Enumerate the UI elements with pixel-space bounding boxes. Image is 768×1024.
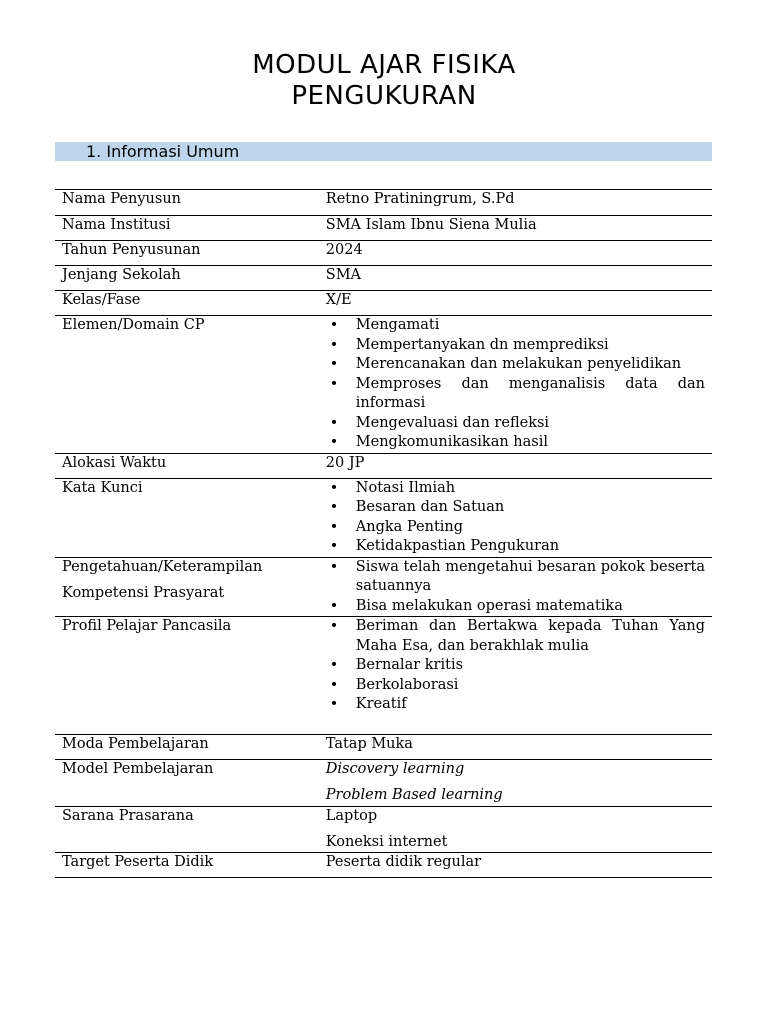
table-row — [55, 557, 712, 617]
row-value-line: Problem Based learning — [325, 787, 503, 803]
row-value-line: Koneksi internet — [325, 833, 448, 850]
row-key: Nama Institusi — [55, 216, 319, 241]
row-value: Tatap Muka — [319, 735, 712, 760]
row-key — [55, 557, 319, 617]
row-value-line: Discovery learning — [325, 761, 465, 777]
bullet-list — [326, 558, 705, 617]
row-key: Profil Pelajar Pancasila — [55, 617, 319, 735]
title-line-2: PENGUKURAN — [291, 81, 477, 111]
list-item: • Merencanakan dan melakukan penyelidikan — [326, 355, 705, 375]
list-item: • Besaran dan Satuan — [326, 498, 705, 518]
list-item: • Bisa melakukan operasi matematika — [326, 597, 705, 617]
table-row — [55, 478, 712, 557]
section-heading: 1. Informasi Umum — [86, 142, 240, 161]
row-key: Elemen/Domain CP — [55, 316, 319, 454]
row-value: SMA Islam Ibnu Siena Mulia — [319, 216, 712, 241]
row-key-line: Pengetahuan/Keterampilan — [62, 558, 263, 575]
table-row — [55, 241, 712, 266]
row-value: SMA — [319, 266, 712, 291]
row-key-line: Kompetensi Prasyarat — [62, 584, 225, 601]
list-item: • Mengkomunikasikan hasil — [326, 433, 705, 453]
table-row — [55, 316, 712, 454]
row-value — [319, 316, 712, 454]
row-value: Peserta didik regular — [319, 853, 712, 878]
bullet-list — [326, 617, 705, 715]
table-row — [55, 617, 712, 735]
table-row — [55, 806, 712, 853]
row-key: Alokasi Waktu — [55, 453, 319, 478]
list-item: • Mengevaluasi dan refleksi — [326, 414, 705, 434]
row-value — [319, 760, 712, 807]
list-item: • Mempertanyakan dn memprediksi — [326, 336, 705, 356]
list-item: • Memproses dan menganalisis data dan informasi — [326, 375, 705, 414]
table-row — [55, 853, 712, 878]
row-key: Model Pembelajaran — [55, 760, 319, 807]
list-item: • Beriman dan Bertakwa kepada Tuhan Yang Maha Esa, dan berakhlak mulia — [326, 617, 705, 656]
table-row — [55, 453, 712, 478]
row-key: Tahun Penyusunan — [55, 241, 319, 266]
table-row — [55, 190, 712, 216]
row-value — [319, 557, 712, 617]
general-info-table — [55, 189, 712, 878]
table-row — [55, 266, 712, 291]
list-item: • Angka Penting — [326, 518, 705, 538]
table-row — [55, 760, 712, 807]
section-heading-bar — [55, 142, 712, 161]
list-item: • Mengamati — [326, 316, 705, 336]
row-value: X/E — [319, 291, 712, 316]
list-item: • Bernalar kritis — [326, 656, 705, 676]
row-key: Kelas/Fase — [55, 291, 319, 316]
row-value: 2024 — [319, 241, 712, 266]
list-item: • Kreatif — [326, 695, 705, 715]
row-value: Retno Pratiningrum, S.Pd — [319, 190, 712, 216]
table-row — [55, 291, 712, 316]
row-value-line: Laptop — [325, 807, 378, 824]
row-key: Kata Kunci — [55, 478, 319, 557]
table-row — [55, 216, 712, 241]
bullet-list — [326, 316, 705, 453]
bullet-list — [326, 479, 705, 557]
row-value — [319, 806, 712, 853]
row-key: Sarana Prasarana — [55, 806, 319, 853]
list-item: • Notasi Ilmiah — [326, 479, 705, 499]
row-key: Jenjang Sekolah — [55, 266, 319, 291]
list-item: • Siswa telah mengetahui besaran pokok beserta satuannya — [326, 558, 705, 597]
row-key: Target Peserta Didik — [55, 853, 319, 878]
title-line-1: MODUL AJAR FISIKA — [252, 50, 516, 80]
row-value — [319, 617, 712, 735]
table-row — [55, 735, 712, 760]
list-item: • Ketidakpastian Pengukuran — [326, 537, 705, 557]
list-item: • Berkolaborasi — [326, 676, 705, 696]
row-value: 20 JP — [319, 453, 712, 478]
row-key: Moda Pembelajaran — [55, 735, 319, 760]
row-value — [319, 478, 712, 557]
row-key: Nama Penyusun — [55, 190, 319, 216]
document-title — [0, 50, 768, 112]
